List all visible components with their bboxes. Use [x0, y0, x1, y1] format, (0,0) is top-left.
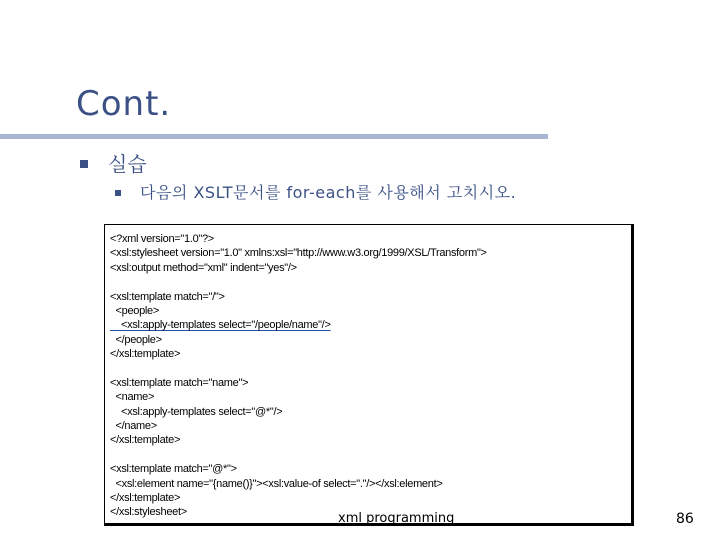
code-blank-line: [110, 362, 487, 376]
footer-text: xml programming: [338, 511, 455, 526]
title-underline-rule: [0, 134, 548, 139]
code-line: <xsl:template match="name">: [110, 376, 249, 389]
bullet-level2-text: 다음의 XSLT문서를 for-each를 사용해서 고치시오.: [140, 183, 517, 202]
code-line: <?xml version="1.0"?>: [110, 233, 214, 245]
page-number: 86: [676, 511, 694, 527]
code-line: </name>: [110, 420, 157, 433]
square-bullet-icon: [80, 160, 88, 168]
code-blank-line: [110, 448, 487, 462]
bullet-level1-text: 실습: [108, 152, 147, 176]
code-line: <xsl:apply-templates select="/people/name"/>: [110, 319, 331, 332]
code-line: <name>: [110, 391, 155, 404]
code-line: </xsl:template>: [110, 434, 181, 447]
code-line: </xsl:template>: [110, 492, 181, 505]
code-blank-line: [110, 275, 487, 289]
code-line: </xsl:stylesheet>: [110, 506, 187, 519]
code-line: <xsl:stylesheet version="1.0" xmlns:xsl="http://www.w3.org/1999/XSL/Transform">: [110, 247, 487, 260]
code-line: <xsl:apply-templates select="@*"/>: [110, 405, 283, 418]
code-line: <people>: [110, 304, 159, 317]
code-line: </people>: [110, 333, 162, 346]
slide-title: Cont.: [76, 84, 172, 124]
code-box: [104, 224, 634, 526]
code-line: <xsl:output method="xml" indent="yes"/>: [110, 261, 297, 274]
code-line: <xsl:template match="/">: [110, 290, 225, 303]
code-line: </xsl:template>: [110, 348, 181, 361]
code-line: <xsl:template match="@*">: [110, 463, 237, 476]
xslt-code-block: [110, 232, 487, 520]
code-line: <xsl:element name="{name()}"><xsl:value-of select="."/></xsl:element>: [110, 477, 443, 490]
square-bullet-icon: [115, 190, 121, 196]
